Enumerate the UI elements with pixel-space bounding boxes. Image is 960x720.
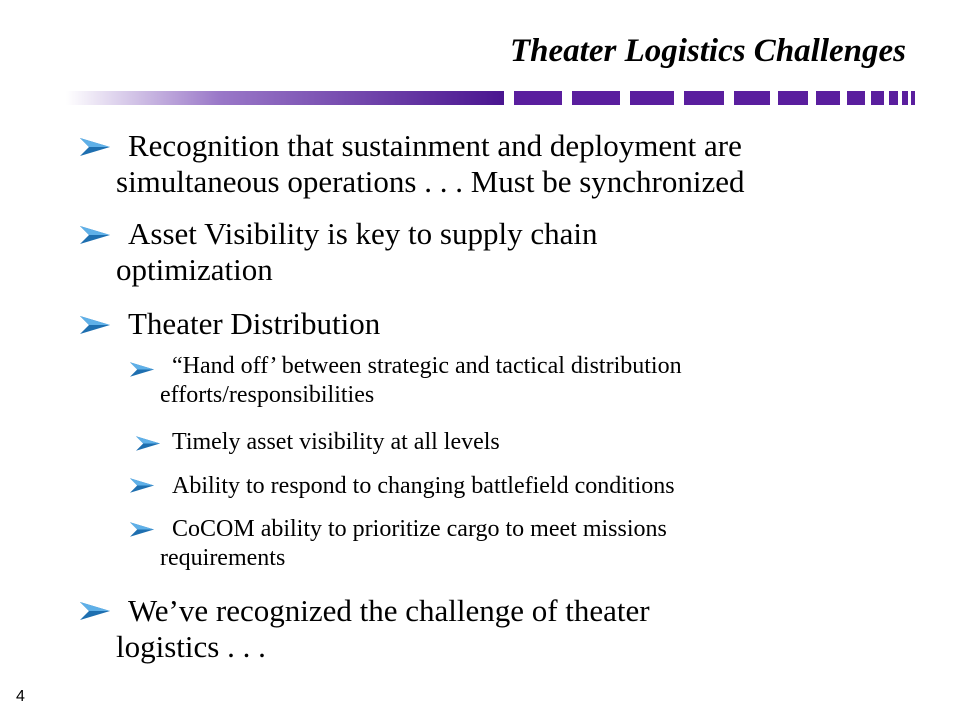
bullet-text-line: Asset Visibility is key to supply chain: [128, 216, 598, 251]
bullet-text-line: We’ve recognized the challenge of theater: [128, 593, 650, 628]
sub-bullet-item: [160, 472, 675, 501]
sub-bullet-text-line: CoCOM ability to prioritize cargo to meet missions: [172, 516, 667, 542]
sub-bullet-item: [160, 515, 667, 573]
sub-bullet-item: [160, 352, 682, 410]
bullet-item: [116, 593, 650, 665]
bullet-text-line: Recognition that sustainment and deployment are: [128, 128, 742, 163]
arrow-bullet-icon: [80, 226, 110, 244]
sub-bullet-text-line: efforts/responsibilities: [160, 382, 375, 408]
bullet-text-line: simultaneous operations . . . Must be synchronized: [116, 164, 745, 199]
bullet-item: [116, 216, 597, 288]
arrow-bullet-icon: [80, 602, 110, 620]
slide-title: Theater Logistics Challenges: [510, 33, 906, 69]
bullet-text-line: Theater Distribution: [128, 306, 381, 341]
arrow-bullet-icon: [80, 316, 110, 334]
bullet-text-line: optimization: [116, 252, 273, 287]
bullet-item: [116, 128, 745, 200]
arrow-bullet-icon: [130, 478, 154, 493]
arrow-bullet-icon: [130, 522, 154, 537]
bullet-text-line: logistics . . .: [116, 629, 266, 664]
arrow-bullet-icon: [130, 362, 154, 377]
bullet-item: [116, 306, 380, 342]
sub-bullet-text-line: Ability to respond to changing battlefield conditions: [172, 473, 675, 499]
title-divider-bar: [66, 91, 916, 105]
page-number: 4: [16, 688, 25, 705]
arrow-bullet-icon: [136, 436, 160, 451]
sub-bullet-text-line: Timely asset visibility at all levels: [172, 429, 500, 455]
sub-bullet-text-line: “Hand off’ between strategic and tactical distribution: [172, 353, 682, 379]
sub-bullet-item: [160, 428, 500, 457]
arrow-bullet-icon: [80, 138, 110, 156]
sub-bullet-text-line: requirements: [160, 545, 286, 571]
